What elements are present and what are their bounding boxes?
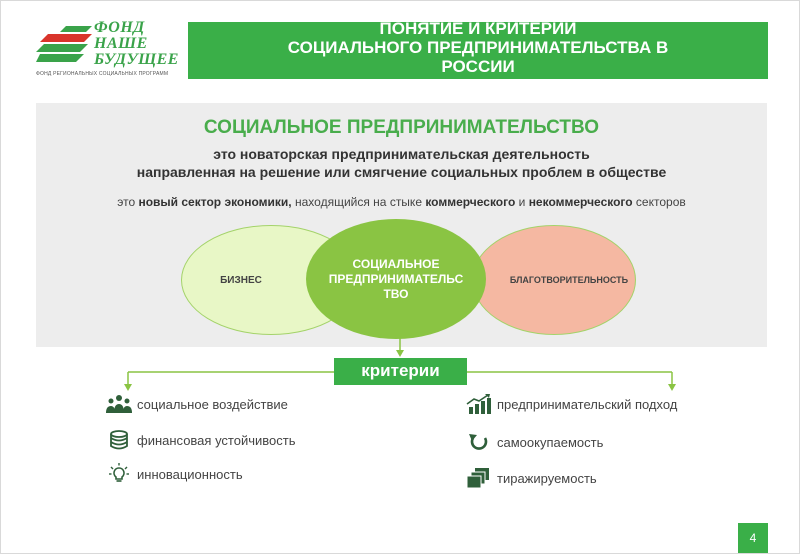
sector-mid: находящийся на стыке: [291, 195, 426, 209]
logo-line-2: НАШЕ: [94, 35, 148, 52]
criterion-financial-sustainability: [105, 429, 295, 451]
page-number: 4: [738, 523, 768, 553]
sector-and: и: [515, 195, 529, 209]
charity-label: БЛАГОТВОРИТЕЛЬНОСТЬ: [509, 275, 629, 285]
criterion-right-1-text: предпринимательский подход: [497, 396, 678, 412]
database-stack-icon: [105, 429, 133, 451]
growth-chart-icon: [465, 393, 493, 415]
criterion-left-3-text: инновационность: [137, 466, 243, 482]
criteria-label: критерии: [334, 358, 467, 385]
criterion-innovation: [105, 463, 243, 485]
criterion-right-2-text: самоокупаемость: [497, 434, 604, 450]
sector-bold-3: некоммерческого: [528, 195, 633, 209]
criterion-left-2-text: финансовая устойчивость: [137, 432, 296, 448]
criterion-right-3-text: тиражируемость: [497, 470, 597, 486]
criterion-entrepreneurial-approach: [465, 393, 677, 415]
business-label: БИЗНЕС: [220, 274, 262, 286]
criterion-self-sufficiency: [465, 431, 603, 453]
criterion-left-1-text: социальное воздействие: [137, 396, 288, 412]
criterion-social-impact: [105, 393, 288, 415]
social-label-line-1: СОЦИАЛЬНОЕ: [352, 256, 440, 271]
sector-post: секторов: [632, 195, 686, 209]
sector-pre: это: [117, 195, 139, 209]
definition-line-2: направленная на решение или смягчение социальных проблем в обществе: [136, 164, 667, 180]
criterion-scalability: [465, 467, 597, 489]
social-label-line-3: ТВО: [383, 286, 409, 301]
refresh-icon: [465, 431, 493, 453]
header-line-1: ПОНЯТИЕ И КРИТЕРИИ: [379, 22, 577, 38]
lightbulb-icon: [105, 463, 133, 485]
copies-stack-icon: [465, 467, 493, 489]
definition-line-1: это новаторская предпринимательская деятельность: [213, 146, 590, 162]
logo-tagline: ФОНД РЕГИОНАЛЬНЫХ СОЦИАЛЬНЫХ ПРОГРАММ: [36, 71, 169, 77]
sector-bold-2: коммерческого: [425, 195, 516, 209]
people-group-icon: [105, 393, 133, 415]
logo-line-3: БУДУЩЕЕ: [94, 51, 179, 68]
logo-line-1: ФОНД: [94, 19, 145, 36]
header-line-2: СОЦИАЛЬНОГО ПРЕДПРИНИМАТЕЛЬСТВА В: [287, 38, 669, 57]
social-label-line-2: ПРЕДПРИНИМАТЕЛЬС: [328, 271, 464, 286]
header-line-3: РОССИИ: [441, 57, 515, 76]
definition-title: СОЦИАЛЬНОЕ ПРЕДПРИНИМАТЕЛЬСТВО: [203, 117, 600, 138]
sector-bold-1: новый сектор экономики,: [138, 195, 292, 209]
